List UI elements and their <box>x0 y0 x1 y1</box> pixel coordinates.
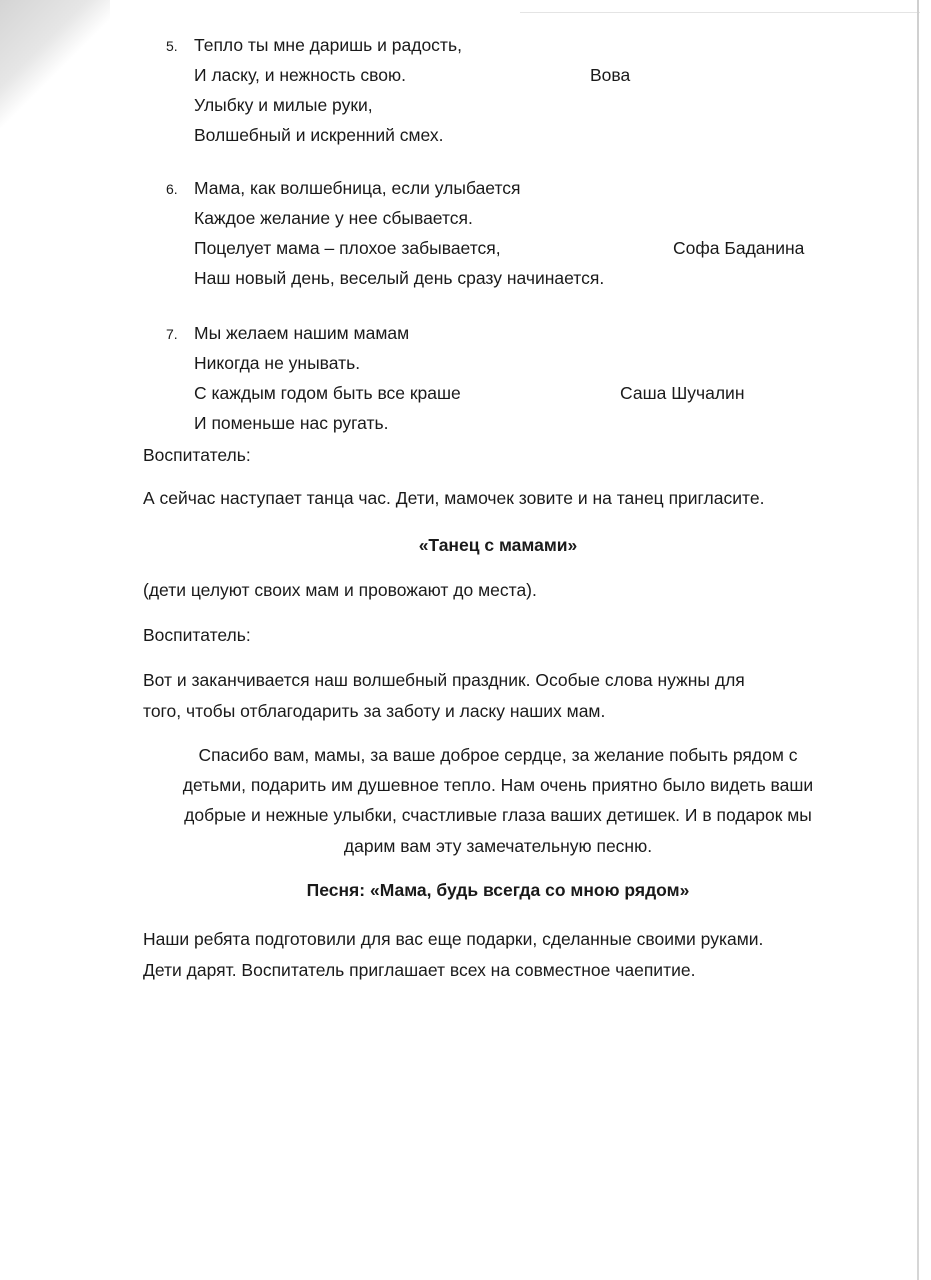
poem-line: Волшебный и искренний смех. <box>194 125 444 145</box>
poem-line: И ласку, и нежность свою. <box>194 65 406 85</box>
poem-line: И поменьше нас ругать. <box>194 413 389 433</box>
poem-line: Поцелует мама – плохое забывается, <box>194 238 501 258</box>
poem-line: Тепло ты мне даришь и радость, <box>194 35 462 55</box>
gifts-paragraph-line: Дети дарят. Воспитатель приглашает всех на совместное чаепитие. <box>143 960 696 980</box>
song-title: Песня: «Мама, будь всегда со мною рядом» <box>306 880 690 900</box>
closing-paragraph-line: Вот и заканчивается наш волшебный праздник. Особые слова нужны для <box>143 670 745 690</box>
speaker-label: Воспитатель: <box>143 445 251 465</box>
poem-line: Никогда не унывать. <box>194 353 361 373</box>
poem-reader: Саша Шучалин <box>620 383 745 403</box>
poem-number: 5. <box>166 38 178 54</box>
speaker-label: Воспитатель: <box>143 625 251 645</box>
poem-line: Каждое желание у нее сбывается. <box>194 208 473 228</box>
poem-reader: Софа Баданина <box>673 238 805 258</box>
stage-direction: (дети целуют своих мам и провожают до места). <box>143 580 537 600</box>
scan-right-edge <box>917 0 919 1280</box>
poem-line: Улыбку и милые руки, <box>194 95 373 115</box>
thanks-paragraph-line: добрые и нежные улыбки, счастливые глаза ваших детишек. И в подарок мы <box>184 805 812 825</box>
dance-invitation: А сейчас наступает танца час. Дети, мамочек зовите и на танец пригласите. <box>143 488 765 508</box>
scan-corner-fold <box>0 0 110 140</box>
poem-reader: Вова <box>590 65 631 85</box>
closing-paragraph-line: того, чтобы отблагодарить за заботу и ласку наших мам. <box>143 701 606 721</box>
poem-line: Мама, как волшебница, если улыбается <box>194 178 521 198</box>
thanks-paragraph-line: детьми, подарить им душевное тепло. Нам очень приятно было видеть ваши <box>182 775 814 795</box>
poem-number: 6. <box>166 181 178 197</box>
poem-line: Мы желаем нашим мамам <box>194 323 410 343</box>
thanks-paragraph-line: дарим вам эту замечательную песню. <box>343 836 653 856</box>
poem-line: Наш новый день, веселый день сразу начинается. <box>194 268 605 288</box>
scan-top-edge <box>520 12 920 13</box>
dance-title: «Танец с мамами» <box>418 535 578 555</box>
gifts-paragraph-line: Наши ребята подготовили для вас еще подарки, сделанные своими руками. <box>143 929 764 949</box>
poem-line: С каждым годом быть все краше <box>194 383 461 403</box>
thanks-paragraph-line: Спасибо вам, мамы, за ваше доброе сердце, за желание побыть рядом с <box>198 745 798 765</box>
poem-number: 7. <box>166 326 178 342</box>
